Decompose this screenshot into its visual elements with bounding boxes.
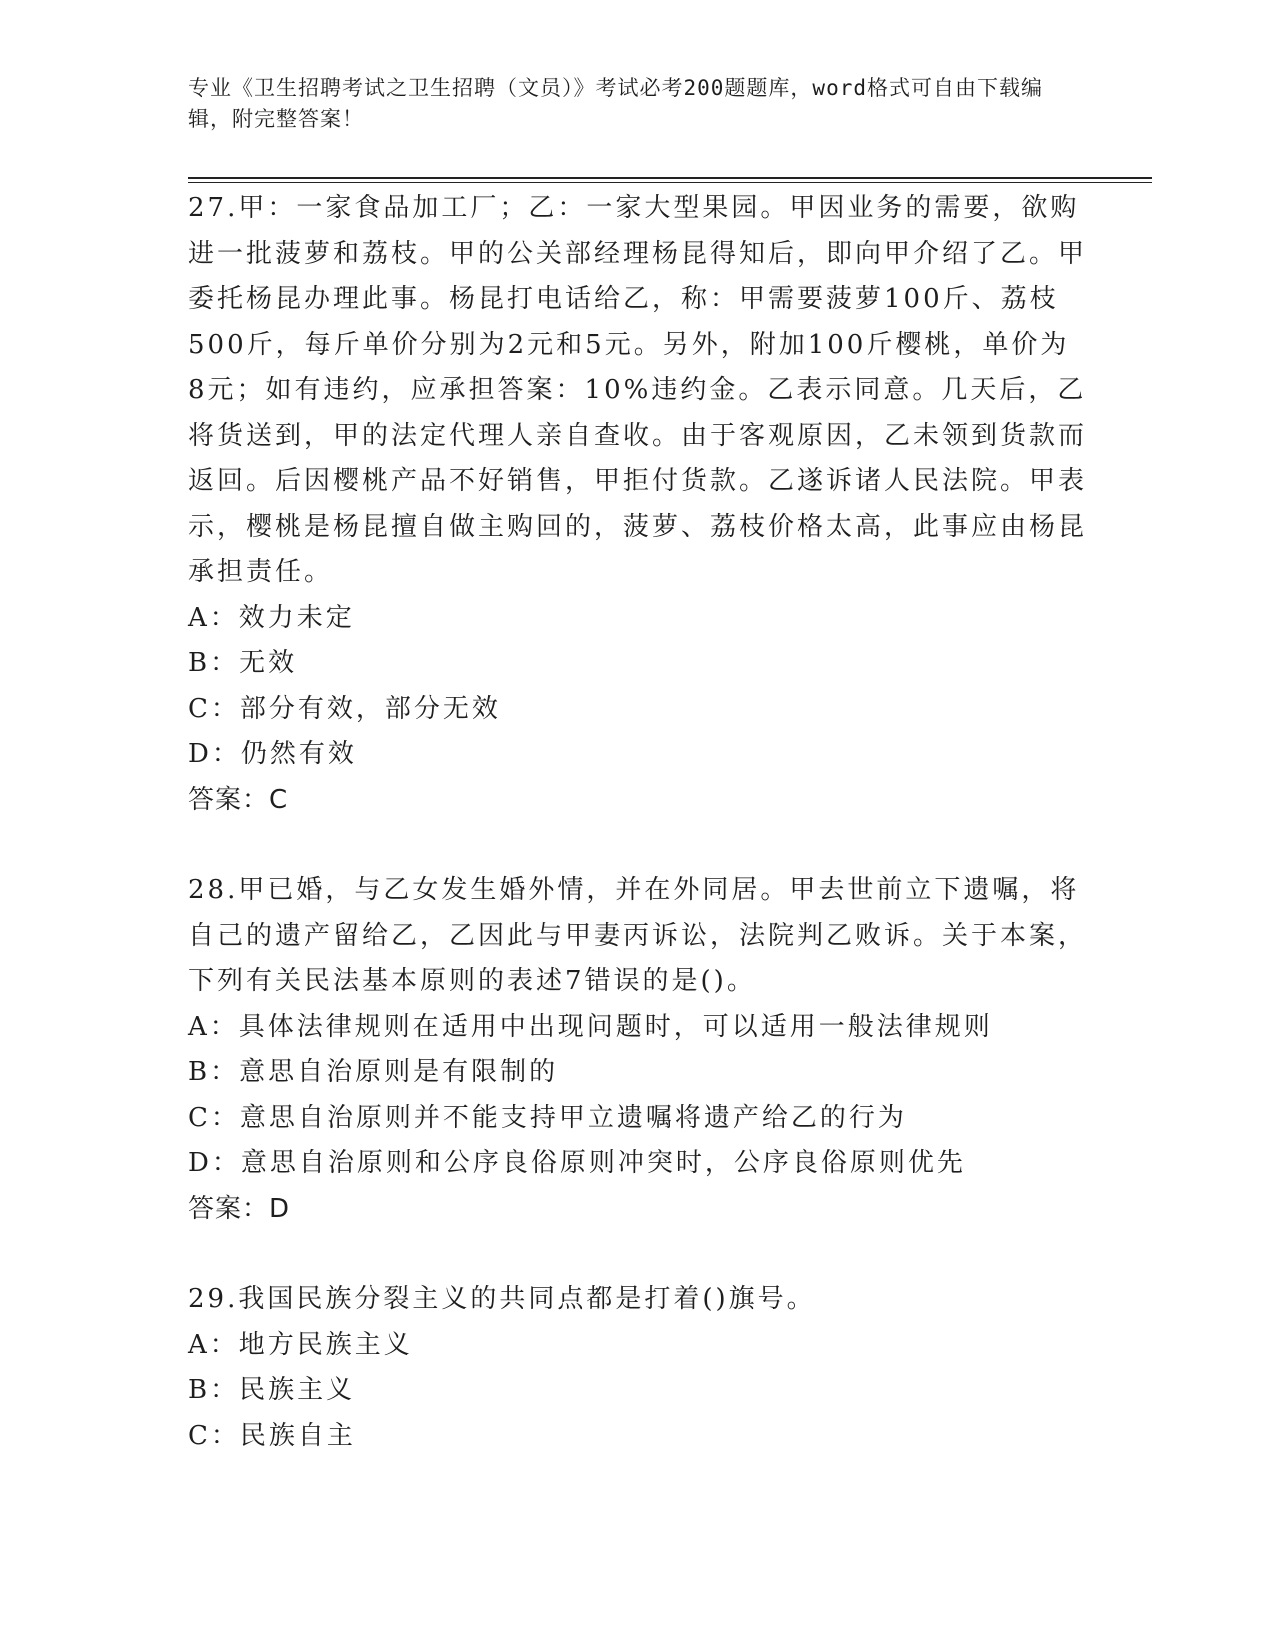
option-c: C：意思自治原则并不能支持甲立遗嘱将遗产给乙的行为 xyxy=(188,1102,907,1133)
option-b: B：无效 xyxy=(188,648,298,678)
option-a: A：地方民族主义 xyxy=(188,1329,413,1360)
answer: 答案：D xyxy=(188,1193,291,1224)
question-27 xyxy=(188,186,1088,823)
question-list xyxy=(188,186,1088,1504)
header-rule-thick xyxy=(188,177,1152,179)
option-c: C：部分有效，部分无效 xyxy=(188,693,501,724)
option-a: A：效力未定 xyxy=(188,602,355,633)
option-d: D：意思自治原则和公序良俗原则冲突时，公序良俗原则优先 xyxy=(188,1148,966,1178)
question-stem: 27.甲：一家食品加工厂；乙：一家大型果园。甲因业务的需要，欲购进一批菠萝和荔枝。甲的公关部经理杨昆得知后，即向甲介绍了乙。甲委托杨昆办理此事。杨昆打电话给乙，称：甲需要菠萝100斤、荔枝500斤，每斤单价分别为2元和5元。另外，附加100斤樱桃，单价为8元；如有违约，应承担答案：10%违约金。乙表示同意。几天后，乙将货送到，甲的法定代理人亲自查收。由于客观原因，乙未领到货款而返回。后因樱桃产品不好销售，甲拒付货款。乙遂诉诸人民法院。甲表示，樱桃是杨昆擅自做主购回的，菠萝、荔枝价格太高，此事应由杨昆承担责任。 xyxy=(188,193,1088,587)
option-c: C：民族自主 xyxy=(188,1420,356,1451)
question-29 xyxy=(188,1277,1088,1459)
option-b: B：民族主义 xyxy=(188,1375,356,1405)
answer: 答案：C xyxy=(188,784,289,815)
header-rule-thin xyxy=(188,182,1152,183)
option-d: D：仍然有效 xyxy=(188,739,357,769)
option-b: B：意思自治原则是有限制的 xyxy=(188,1057,559,1087)
question-stem: 29.我国民族分裂主义的共同点都是打着()旗号。 xyxy=(188,1284,816,1314)
document-header: 专业《卫生招聘考试之卫生招聘（文员）》考试必考200题题库，word格式可自由下载编辑，附完整答案！ xyxy=(188,76,1043,131)
option-a: A：具体法律规则在适用中出现问题时，可以适用一般法律规则 xyxy=(188,1011,993,1042)
question-28 xyxy=(188,868,1088,1232)
question-stem: 28.甲已婚，与乙女发生婚外情，并在外同居。甲去世前立下遗嘱，将自己的遗产留给乙，乙因此与甲妻丙诉讼，法院判乙败诉。关于本案，下列有关民法基本原则的表述7错误的是()。 xyxy=(188,875,1088,996)
